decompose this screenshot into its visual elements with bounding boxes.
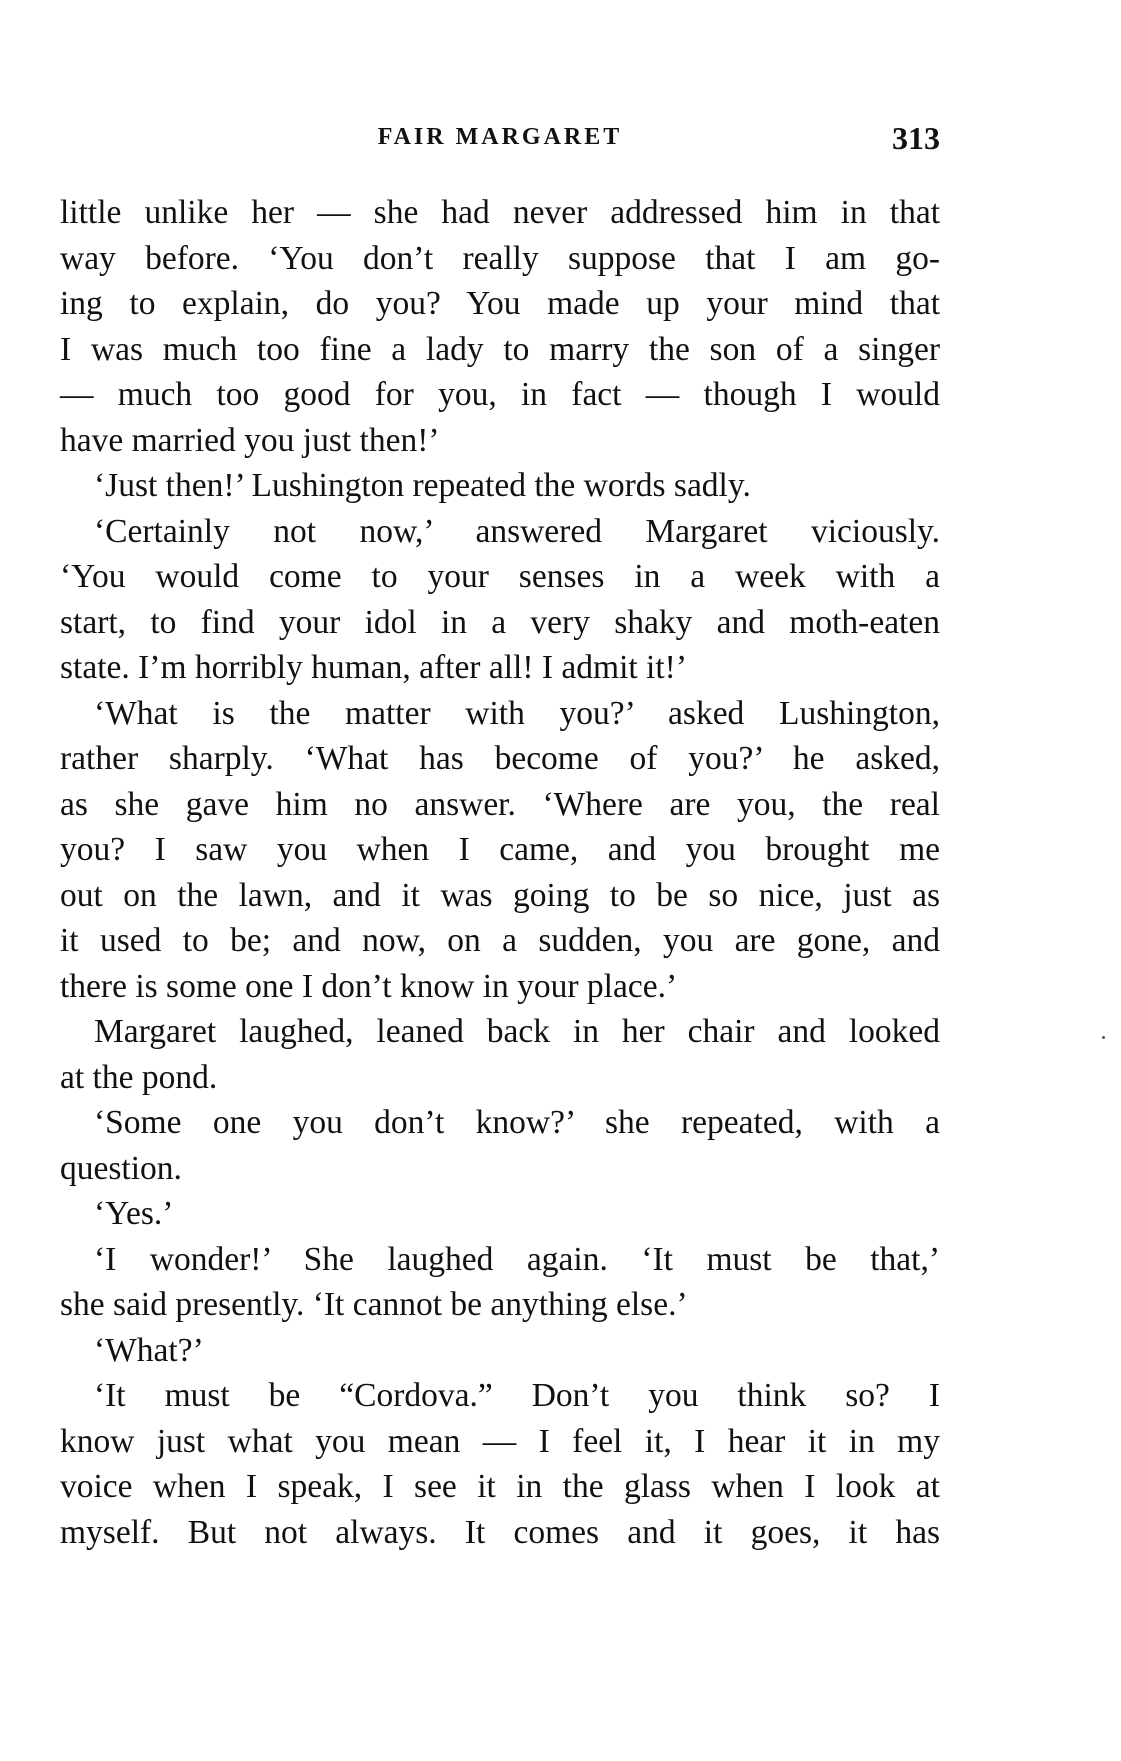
- text-line: ‘Just then!’ Lushington repeated the words sadly.: [94, 467, 751, 504]
- text-line: ‘What is the matter with you?’ asked Lushington,: [94, 694, 940, 732]
- text-line: out on the lawn, and it was going to be so nice, just as: [60, 876, 940, 914]
- text-line: ‘Yes.’: [94, 1195, 174, 1232]
- text-line: you? I saw you when I came, and you brought me: [60, 831, 940, 868]
- text-line: Margaret laughed, leaned back in her chair and looked: [94, 1013, 940, 1050]
- text-line: have married you just then!’: [60, 421, 440, 459]
- text-line: ‘Certainly not now,’ answered Margaret viciously.: [94, 512, 940, 550]
- text-line: as she gave him no answer. ‘Where are you, the real: [60, 785, 940, 823]
- text-line: ‘Some one you don’t know?’ she repeated, with a: [94, 1104, 940, 1141]
- text-line: know just what you mean — I feel it, I hear it in my: [60, 1422, 940, 1460]
- text-line: little unlike her — she had never addressed him in that: [60, 194, 940, 231]
- text-line: there is some one I don’t know in your place.’: [60, 967, 678, 1005]
- text-line: ‘I wonder!’ She laughed again. ‘It must be that,’: [94, 1240, 940, 1278]
- page-number: 313: [892, 120, 940, 156]
- text-line: I was much too fine a lady to marry the son of a singer: [60, 330, 940, 368]
- text-line: voice when I speak, I see it in the glass when I look at: [60, 1468, 940, 1505]
- text-line: question.: [60, 1149, 182, 1187]
- text-line: way before. ‘You don’t really suppose that I am go-: [60, 239, 940, 277]
- text-line: ‘It must be “Cordova.” Don’t you think so? I: [94, 1377, 940, 1414]
- text-line: myself. But not always. It comes and it goes, it has: [60, 1513, 940, 1551]
- text-line: ‘You would come to your senses in a week with a: [60, 558, 940, 595]
- text-line: — much too good for you, in fact — though I would: [60, 376, 940, 413]
- running-head: [60, 120, 940, 160]
- body-text: [60, 190, 940, 1555]
- text-line: she said presently. ‘It cannot be anything else.’: [60, 1286, 688, 1323]
- text-line: ‘What?’: [94, 1331, 204, 1369]
- text-line: state. I’m horribly human, after all! I admit it!’: [60, 649, 687, 686]
- text-line: at the pond.: [60, 1058, 218, 1096]
- text-line: ing to explain, do you? You made up your mind that: [60, 285, 940, 322]
- text-line: it used to be; and now, on a sudden, you are gone, and: [60, 922, 940, 959]
- margin-speck: [1102, 1036, 1105, 1039]
- running-title: FAIR MARGARET: [377, 124, 623, 150]
- text-line: rather sharply. ‘What has become of you?’ he asked,: [60, 740, 940, 777]
- text-line: start, to find your idol in a very shaky and moth-eaten: [60, 603, 940, 641]
